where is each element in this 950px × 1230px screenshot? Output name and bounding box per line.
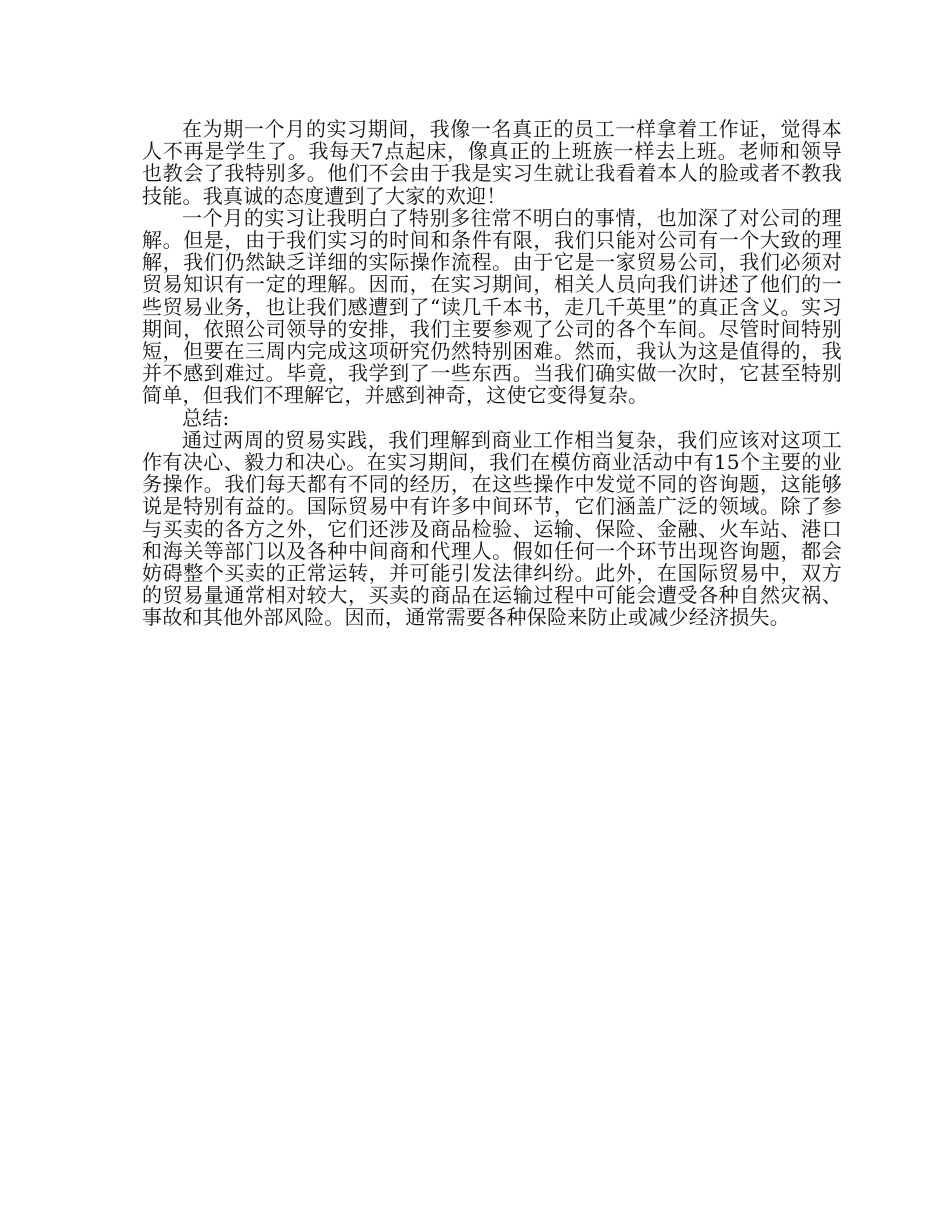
paragraph-internship-experience: 在为期一个月的实习期间，我像一名真正的员工一样拿着工作证，觉得本人不再是学生了。我每天7点起床，像真正的上班族一样去上班。老师和领导也教会了我特别多。他们不会由于我是实习生就让我看着本人的脸或者不教我技能。我真诚的态度遭到了大家的欢迎！ <box>142 117 842 208</box>
paragraph-summary: 通过两周的贸易实践，我们理解到商业工作相当复杂，我们应该对这项工作有决心、毅力和决心。在实习期间，我们在模仿商业活动中有15个主要的业务操作。我们每天都有不同的经历，在这些操作中发觉不同的咨询题，这能够说是特别有益的。国际贸易中有许多中间环节，它们涵盖广泛的领域。除了参与买卖的各方之外，它们还涉及商品检验、运输、保险、金融、火车站、港口和海关等部门以及各种中间商和代理人。假如任何一个环节出现咨询题，都会妨碍整个买卖的正常运转，并可能引发法律纠纷。此外，在国际贸易中，双方的贸易量通常相对较大，买卖的商品在运输过程中可能会遭受各种自然灾祸、事故和其他外部风险。因而，通常需要各种保险来防止或减少经济损失。 <box>142 427 842 630</box>
document-body <box>142 118 842 629</box>
summary-heading: 总结: <box>182 405 230 430</box>
paragraph-internship-reflection: 一个月的实习让我明白了特别多往常不明白的事情，也加深了对公司的理解。但是，由于我们实习的时间和条件有限，我们只能对公司有一个大致的理解，我们仍然缺乏详细的实际操作流程。由于它是一家贸易公司，我们必须对贸易知识有一定的理解。因而，在实习期间，相关人员向我们讲述了他们的一些贸易业务，也让我们感遭到了“读几千本书，走几千英里”的真正含义。实习期间，依照公司领导的安排，我们主要参观了公司的各个车间。尽管时间特别短，但要在三周内完成这项研究仍然特别困难。然而，我认为这是值得的，我并不感到难过。毕竟，我学到了一些东西。当我们确实做一次时，它甚至特别简单，但我们不理解它，并感到神奇，这使它变得复杂。 <box>142 205 842 408</box>
